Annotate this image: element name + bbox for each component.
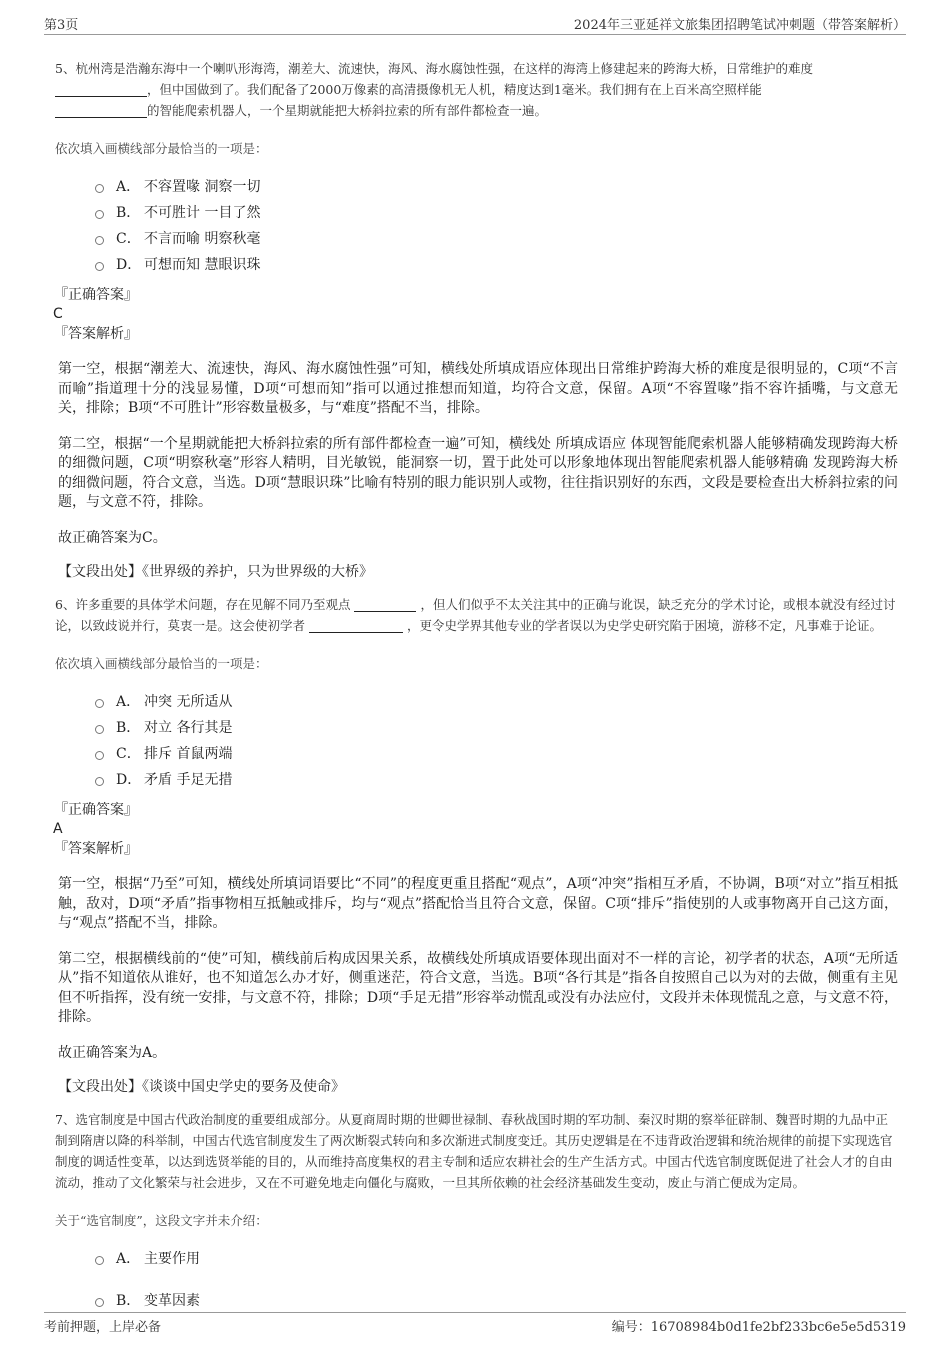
option-letter: C． [116,231,141,247]
stem-text: 的智能爬索机器人，一个星期就能把大桥斜拉索的所有部件都检查一遍。 [147,103,548,118]
analysis-paragraph: 第二空，根据“一个星期就能把大桥斜拉索的所有部件都检查一遍”可知，横线处 所填成语应 体现智能爬索机器人能够精确发现跨海大桥的细微问题，C项“明察秋毫”形容人精明，目光敏锐，能洞察一切，置于此处可以形象地体现出智能爬索机器人能够精确 发现跨海大桥的细微问题，符合文意，当选。D项“慧眼识珠”比喻有特别的眼力能识别人或物，往往指识别好的东西，文段是要检查出大桥斜拉索的问题，与文意不符，排除。 [58,435,898,510]
option-letter: D． [116,257,142,273]
option-a[interactable] [95,173,898,199]
option-text: 变革因素 [144,1293,200,1309]
document-id: 编号：16708984b0d1fe2bf233bc6e5e5d5319 [611,1320,906,1335]
option-letter: B． [116,720,141,736]
radio-icon[interactable] [95,236,104,245]
option-text: 排斥 首鼠两端 [144,746,233,762]
question-prompt: 依次填入画横线部分最恰当的一项是： [55,656,268,671]
stem-text: 6、许多重要的具体学术问题，存在见解不同乃至观点 [55,597,351,612]
radio-icon[interactable] [95,699,104,708]
blank-line [309,618,403,633]
radio-icon[interactable] [95,725,104,734]
question-5 [55,58,898,582]
option-a[interactable] [95,688,898,714]
option-b[interactable] [95,714,898,740]
option-d[interactable] [95,251,898,277]
radio-icon[interactable] [95,1256,104,1265]
document-body [55,58,898,1321]
option-letter: D． [116,772,142,788]
source-citation: 【文段出处】《世界级的养护，只为世界级的大桥》 [58,564,373,580]
option-text: 主要作用 [144,1251,200,1267]
question-stem [55,594,898,636]
analysis-conclusion: 故正确答案为C。 [58,529,167,546]
options-list [95,173,898,277]
analysis-label: 『答案解析』 [54,326,138,342]
analysis-paragraph: 第二空，根据横线前的“使”可知，横线前后构成因果关系，故横线处所填成语要体现出面对不一样的言论，初学者的状态，A项“无所适从”指不知道依从谁好，也不知道怎么办才好，侧重迷茫，符合文意，当选。B项“各行其是”指各自按照自己以为对的去做，侧重有主见但不听指挥，没有统一安排，与文意不符，排除；D项“手足无措”形容举动慌乱或没有办法应付，文段并未体现慌乱之意，与文意不符，排除。 [58,950,898,1025]
answer-value: C [53,306,63,322]
stem-text: ，但中国做到了。我们配备了2000万像素的高清摄像机无人机，精度达到1毫米。我们拥有在上百米高空照样能 [147,82,762,97]
option-letter: B． [116,205,141,221]
option-c[interactable] [95,225,898,251]
radio-icon[interactable] [95,262,104,271]
option-d[interactable] [95,766,898,792]
question-7 [55,1109,898,1313]
option-text: 不言而喻 明察秋毫 [144,231,261,247]
analysis-label: 『答案解析』 [54,841,138,857]
option-b[interactable] [95,199,898,225]
stem-text: 5、杭州湾是浩瀚东海中一个喇叭形海湾，潮差大、流速快，海风、海水腐蚀性强，在这样的海湾上修建起来的跨海大桥，日常维护的难度 [55,61,813,76]
option-text: 矛盾 手足无措 [144,772,233,788]
radio-icon[interactable] [95,184,104,193]
answer-value: A [53,821,63,837]
options-list [95,1245,898,1313]
option-b[interactable] [95,1287,898,1313]
answer-label: 『正确答案』 [54,287,138,303]
source-citation: 【文段出处】《谈谈中国史学史的要务及使命》 [58,1079,345,1095]
question-stem [55,58,898,121]
option-text: 不可胜计 一目了然 [144,205,261,221]
analysis-paragraph: 第一空，根据“乃至”可知，横线处所填词语要比“不同”的程度更重且搭配“观点”，A项“冲突”指相互矛盾，不协调，B项“对立”指互相抵触，敌对，D项“矛盾”指事物相互抵触或排斥，均与“观点”搭配恰当且符合文意，保留。C项“排斥”指使别的人或事物离开自己这方面，与“观点”搭配不当，排除。 [58,876,898,931]
analysis-conclusion: 故正确答案为A。 [58,1044,167,1061]
answer-label: 『正确答案』 [54,802,138,818]
stem-text: ，更令史学界其他专业的学者误以为史学史研究陷于困境，游移不定，凡事难于论证。 [407,618,883,633]
option-letter: B． [116,1293,141,1309]
page-number: 第3页 [44,18,79,33]
stem-text: ，但人们似乎不太关注其中的正确与讹误，缺乏充分的学术讨论，或根本就没有经过讨论，以致歧说并行，莫衷一是。这会使初学者 [55,597,896,633]
radio-icon[interactable] [95,751,104,760]
option-text: 不容置喙 洞察一切 [144,179,261,195]
option-text: 冲突 无所适从 [144,694,233,710]
option-a[interactable] [95,1245,898,1271]
option-text: 对立 各行其是 [144,720,233,736]
option-letter: A． [116,1251,141,1267]
radio-icon[interactable] [95,1298,104,1307]
option-text: 可想而知 慧眼识珠 [144,257,261,273]
options-list [95,688,898,792]
option-c[interactable] [95,740,898,766]
analysis-paragraph: 第一空，根据“潮差大、流速快，海风、海水腐蚀性强”可知，横线处所填成语应体现出日常维护跨海大桥的难度是很明显的，C项“不言而喻”指道理十分的浅显易懂，D项“可想而知”指可以通过推想而知道，均符合文意，保留。A项“不容置喙”指不容许插嘴，与文意无关，排除；B项“不可胜计”形容数量极多，与“难度”搭配不当，排除。 [58,361,898,416]
option-letter: C． [116,746,141,762]
question-stem: 7、选官制度是中国古代政治制度的重要组成部分。从夏商周时期的世卿世禄制、春秋战国时期的军功制、秦汉时期的察举征辟制、魏晋时期的九品中正制到隋唐以降的科举制，中国古代选官制度发生了两次断裂式转向和多次渐进式制度变迁。其历史逻辑是在不违背政治逻辑和统治规律的前提下实现选官制度的调适性变革，以达到选贤举能的目的，从而维持高度集权的君主专制和适应农耕社会的生产生活方式。中国古代选官制度既促进了社会人才的自由流动，推动了文化繁荣与社会进步，又在不可避免地走向僵化与腐败，一旦其所依赖的社会经济基础发生变动，废止与消亡便成为定局。 [55,1112,893,1190]
radio-icon[interactable] [95,777,104,786]
page-footer [44,1312,906,1336]
question-prompt: 关于“选官制度”，这段文字并未介绍： [55,1213,268,1228]
option-letter: A． [116,694,141,710]
question-prompt: 依次填入画横线部分最恰当的一项是： [55,141,268,156]
blank-line [55,103,147,118]
blank-line [354,597,416,612]
document-title: 2024年三亚延祥文旅集团招聘笔试冲刺题（带答案解析） [573,18,906,33]
page-header [44,14,906,35]
blank-line [55,82,147,97]
option-letter: A． [116,179,141,195]
question-6 [55,594,898,1097]
footer-slogan: 考前押题，上岸必备 [44,1320,162,1335]
radio-icon[interactable] [95,210,104,219]
